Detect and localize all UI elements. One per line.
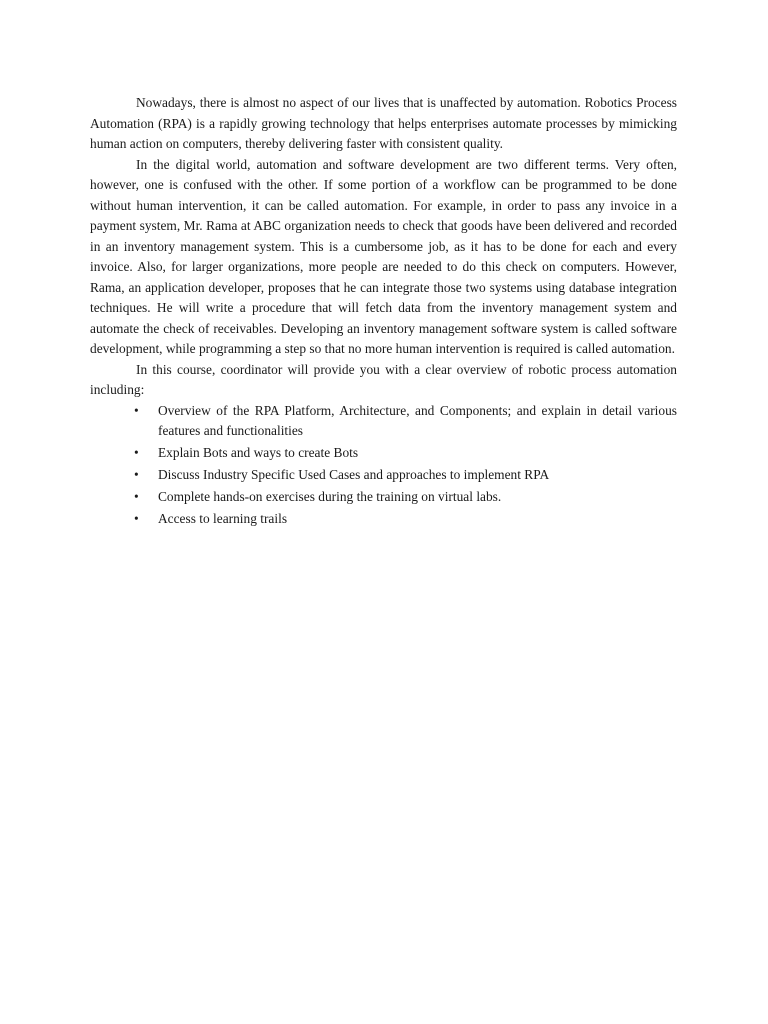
list-item-text: Explain Bots and ways to create Bots: [158, 445, 359, 460]
bullet-icon: •: [134, 445, 139, 460]
paragraph-automation-vs-development: In the digital world, automation and software development are two different terms. Very often, however, one is confused with the other. If some portion of a workflow can be programmed to be done without human intervention, it can be called automation. For example, in order to pass any invoice in a payment system, Mr. Rama at ABC organization needs to check that goods have been delivered and recorded in an inventory management system. This is a cumbersome job, as it has to be done for each and every invoice. Also, for larger organizations, more people are needed to do this check on computers. However, Rama, an application developer, proposes that he can integrate those two systems using database integration techniques. He will write a procedure that will fetch data from the inventory management system and automate the check of receivables. Developing an inventory management software system is called software development, while programming a step so that no more human intervention is required is called automation.: [90, 156, 677, 356]
list-item: [90, 465, 677, 486]
list-item: [90, 401, 677, 442]
list-item: [90, 487, 677, 508]
course-topics-list: [90, 401, 677, 530]
paragraph-course-overview: In this course, coordinator will provide you with a clear overview of robotic process automation including:: [90, 361, 677, 397]
paragraph-intro: Nowadays, there is almost no aspect of our lives that is unaffected by automation. Robotics Process Automation (RPA) is a rapidly growing technology that helps enterprises automate processes by mimicking human action on computers, thereby delivering faster with consistent quality.: [90, 95, 677, 151]
bullet-icon: •: [134, 467, 139, 482]
list-item-text: Complete hands-on exercises during the training on virtual labs.: [158, 489, 502, 504]
list-item-text: Discuss Industry Specific Used Cases and approaches to implement RPA: [158, 467, 550, 482]
list-item-text: Overview of the RPA Platform, Architecture, and Components; and explain in detail various features and functionalities: [158, 402, 677, 438]
list-item: [90, 443, 677, 464]
bullet-icon: •: [134, 402, 139, 418]
list-item: [90, 509, 677, 530]
bullet-icon: •: [134, 511, 139, 526]
list-item-text: Access to learning trails: [158, 511, 288, 526]
document-body: [90, 93, 677, 531]
bullet-icon: •: [134, 489, 139, 504]
